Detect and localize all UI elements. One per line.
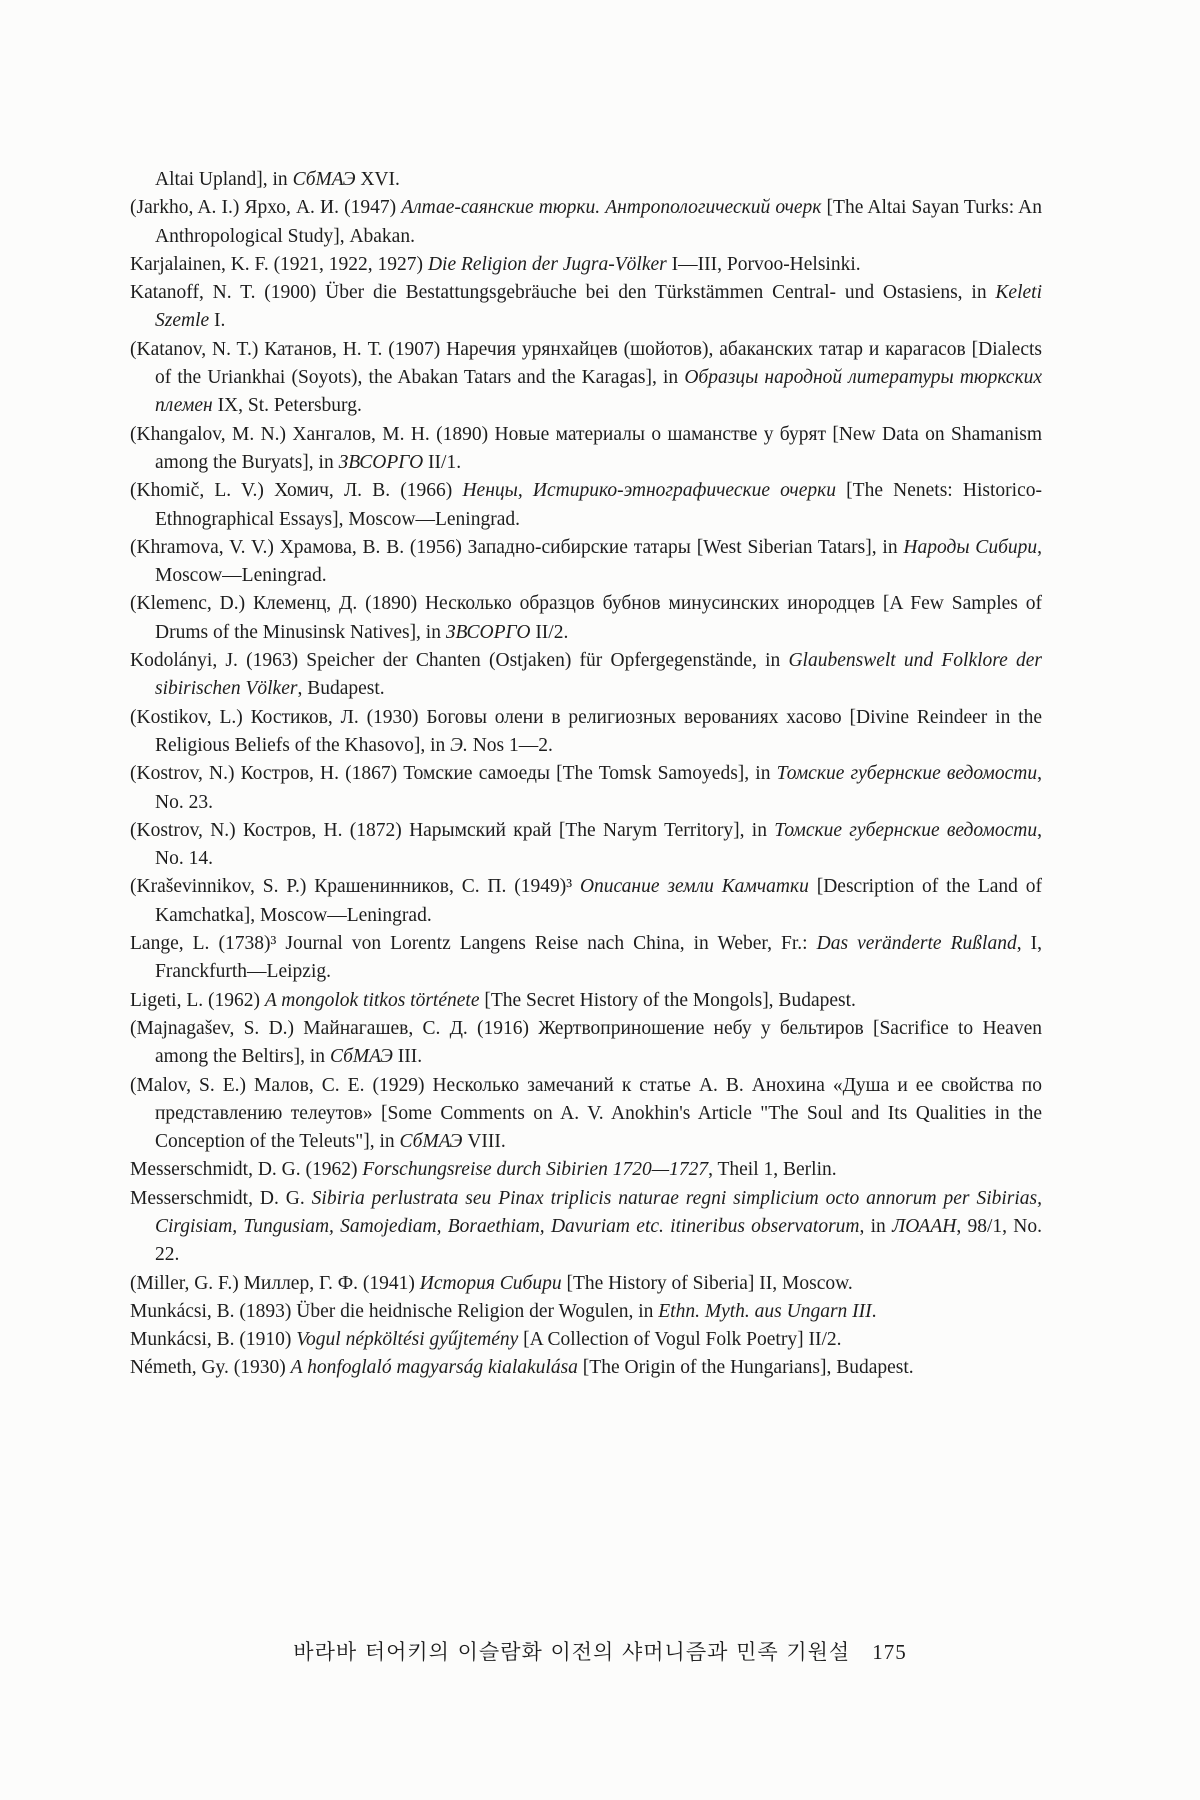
entry-text: (Klemenc, D.) Клеменц, Д. (1890) Несколько образцов бубнов минусинских инородцев [A Few Samples of Drums of the Minusinsk Natives], in <box>130 593 1042 643</box>
entry-title-italic: Образцы народной литературы тюркских племен <box>155 367 1042 417</box>
entry-text: I—III, Porvoo-Helsinki. <box>666 253 861 275</box>
entry-text: [The Altai Sayan Turks: An Anthropological Study], Abakan. <box>155 197 1043 247</box>
running-title: 바라바 터어키의 이슬람화 이전의 샤머니즘과 민족 기원설 <box>293 1640 851 1664</box>
entry-text: Messerschmidt, D. G. <box>130 1187 312 1209</box>
entry-title-italic: Sibiria perlustrata seu Pinax triplicis naturae regni simplicium octo annorum per Sibirias, Cirgisiam, Tungusiam, Samojediam, Boraethiam, Davuriam etc. itineribus observatorum <box>155 1187 1043 1237</box>
bibliography-entry <box>130 1072 1042 1157</box>
entry-title-italic: СбМАЭ <box>399 1131 463 1153</box>
bibliography-entry <box>130 1156 1042 1184</box>
entry-title-italic: Keleti Szemle <box>155 282 1042 332</box>
bibliography-entry <box>130 930 1042 987</box>
entry-text: [A Collection of Vogul Folk Poetry] II/2. <box>518 1329 842 1351</box>
entry-title-italic: A mongolok titkos története <box>264 989 480 1011</box>
bibliography-entry <box>130 421 1042 478</box>
entry-text: Ligeti, L. (1962) <box>130 989 265 1011</box>
entry-title-italic: СбМАЭ <box>292 169 356 190</box>
entry-text: (Kostrov, N.) Костров, Н. (1872) Нарымский край [The Narym Territory], in <box>130 819 775 841</box>
entry-text: II/2. <box>530 621 569 643</box>
entry-text: , I, Franckfurth—Leipzig. <box>155 933 1042 983</box>
entry-text: Munkácsi, B. (1910) <box>130 1329 297 1351</box>
page-footer <box>0 1636 1200 1666</box>
entry-title-italic: Томские губернские ведомости <box>774 819 1038 841</box>
bibliography-entry <box>130 336 1042 421</box>
bibliography-entry <box>130 817 1042 874</box>
entry-title-italic: Ненцы, Истирико-этнографические очерки <box>462 480 836 502</box>
bibliography-entry <box>130 1326 1042 1354</box>
bibliography-entry <box>130 590 1042 647</box>
entry-text: [The Secret History of the Mongols], Budapest. <box>479 989 856 1011</box>
bibliography-entry <box>130 1015 1042 1072</box>
bibliography-entry <box>130 987 1042 1015</box>
entry-title-italic: Vogul népköltési gyűjtemény <box>296 1329 519 1351</box>
entry-title-italic: Народы Сибири <box>903 536 1038 558</box>
entry-text: II/1. <box>423 451 462 473</box>
entry-title-italic: Томские губернские ведомости <box>776 763 1038 785</box>
bibliography-entry <box>130 704 1042 761</box>
bibliography-entry <box>130 1185 1042 1270</box>
entry-text: Katanoff, N. T. (1900) Über die Bestattungsgebräuche bei den Türkstämmen Central- und Ostasiens, in <box>130 282 996 304</box>
entry-title-italic: Алтае-саянские тюрки. Антропологический очерк <box>401 197 822 219</box>
entry-title-italic: Glaubenswelt und Folklore der sibirischen Völker <box>155 650 1042 700</box>
entry-text: (Majnagašev, S. D.) Майнагашев, С. Д. (1916) Жертвоприношение небу у бельтиров [Sacrifice to Heaven among the Beltirs], in <box>130 1017 1042 1068</box>
entry-text: (Kostikov, L.) Костиков, Л. (1930) Боговы олени в религиозных верованиях хасово [Divine Reindeer in the Religious Beliefs of the Khasovo], in <box>130 706 1042 756</box>
entry-text: [The Origin of the Hungarians], Budapest. <box>577 1357 914 1379</box>
entry-text: , 98/1, No. 22. <box>155 1215 1042 1266</box>
bibliography-entry <box>130 477 1042 534</box>
bibliography-entry <box>130 534 1042 591</box>
entry-text: VIII. <box>462 1131 506 1153</box>
bibliography-entry <box>130 873 1042 930</box>
page-number: 175 <box>872 1640 907 1664</box>
entry-text: (Malov, S. E.) Малов, С. Е. (1929) Несколько замечаний к статье А. В. Анохина «Душа и ее свойства по представлению телеутов» [Some Comments on A. V. Anokhin's Article "The Soul and Its Qualities in the Conception of the Teleuts"], in <box>130 1074 1042 1153</box>
bibliography-entry <box>130 279 1042 336</box>
entry-text: Nos 1—2. <box>467 734 553 756</box>
bibliography-entry <box>130 251 1042 279</box>
entry-text: Altai Upland], in <box>155 169 293 190</box>
entry-text: (Khomič, L. V.) Хомич, Л. В. (1966) <box>130 480 463 502</box>
entry-title-italic: История Сибири <box>419 1272 562 1294</box>
bibliography-entry-continuation <box>130 166 1042 194</box>
entry-title-italic: Описание земли Камчатки <box>579 876 809 898</box>
entry-title-italic: Die Religion der Jugra-Völker <box>427 253 667 275</box>
entry-text: [Description of the Land of Kamchatka], Moscow—Leningrad. <box>155 876 1042 926</box>
entry-title-italic: ЗВСОРГО <box>445 621 531 643</box>
entry-text: (Khangalov, M. N.) Хангалов, М. Н. (1890) Новые материалы о шаманстве у бурят [New Data on Shamanism among the Buryats], in <box>130 423 1042 473</box>
entry-text: , Budapest. <box>297 678 385 700</box>
bibliography-entry <box>130 1354 1042 1382</box>
entry-text: , in <box>859 1215 893 1237</box>
entry-text: XVI. <box>355 169 400 190</box>
entry-title-italic: A honfoglaló magyarság kialakulása <box>290 1357 578 1379</box>
entry-text: Munkácsi, B. (1893) Über die heidnische Religion der Wogulen, in <box>130 1300 659 1322</box>
bibliography-entry <box>130 760 1042 817</box>
entry-text: (Miller, G. F.) Миллер, Г. Ф. (1941) <box>130 1272 420 1294</box>
entry-title-italic: Das veränderte Rußland <box>816 933 1017 955</box>
entry-text: (Khramova, V. V.) Храмова, В. В. (1956) Западно-сибирские татары [West Siberian Tatars], in <box>130 536 904 558</box>
bibliography-entry <box>130 1270 1042 1298</box>
bibliography-entry <box>130 194 1042 251</box>
entry-text: (Kostrov, N.) Костров, Н. (1867) Томские самоеды [The Tomsk Samoyeds], in <box>130 763 777 785</box>
bibliography-entry <box>130 647 1042 704</box>
entry-title-italic: Forschungsreise durch Sibirien 1720—1727 <box>362 1159 709 1181</box>
entry-text: [The History of Siberia] II, Moscow. <box>561 1272 853 1294</box>
entry-text: (Jarkho, A. I.) Ярхо, А. И. (1947) <box>130 197 402 219</box>
entry-text: Németh, Gy. (1930) <box>130 1357 291 1379</box>
entry-text: Lange, L. (1738)³ Journal von Lorentz Langens Reise nach China, in Weber, Fr.: <box>130 933 817 955</box>
bibliography-list <box>130 166 1042 1383</box>
entry-text: , Theil 1, Berlin. <box>708 1159 837 1181</box>
bibliography-entry <box>130 1298 1042 1326</box>
entry-text: III. <box>392 1046 423 1068</box>
entry-text: (Katanov, N. T.) Катанов, Н. Т. (1907) Наречия урянхайцев (шойотов), абаканских татар и карагасов [Dialects of the Uriankhai (Soyots), the Abakan Tatars and the Karagas], in <box>130 338 1042 389</box>
entry-title-italic: ЗВСОРГО <box>338 451 424 473</box>
entry-text: . <box>871 1300 877 1322</box>
entry-title-italic: Э. <box>450 734 468 756</box>
entry-text: I. <box>209 310 226 332</box>
entry-text: , Moscow—Leningrad. <box>155 536 1042 587</box>
entry-title-italic: СбМАЭ <box>329 1046 393 1068</box>
entry-text: (Kraševinnikov, S. P.) Крашенинников, С. П. (1949)³ <box>130 876 580 898</box>
entry-text: Messerschmidt, D. G. (1962) <box>130 1159 363 1181</box>
entry-text: Kodolányi, J. (1963) Speicher der Chanten (Ostjaken) für Opfergegenstände, in <box>130 650 789 672</box>
entry-text: , No. 14. <box>155 819 1042 870</box>
entry-title-italic: Ethn. Myth. aus Ungarn III <box>658 1300 872 1322</box>
entry-text: IX, St. Petersburg. <box>212 395 362 417</box>
entry-title-italic: ЛОААН <box>892 1215 957 1237</box>
entry-text: Karjalainen, K. F. (1921, 1922, 1927) <box>130 253 428 275</box>
entry-text: [The Nenets: Historico-Ethnographical Essays], Moscow—Leningrad. <box>155 480 1042 530</box>
entry-text: , No. 23. <box>155 763 1042 813</box>
